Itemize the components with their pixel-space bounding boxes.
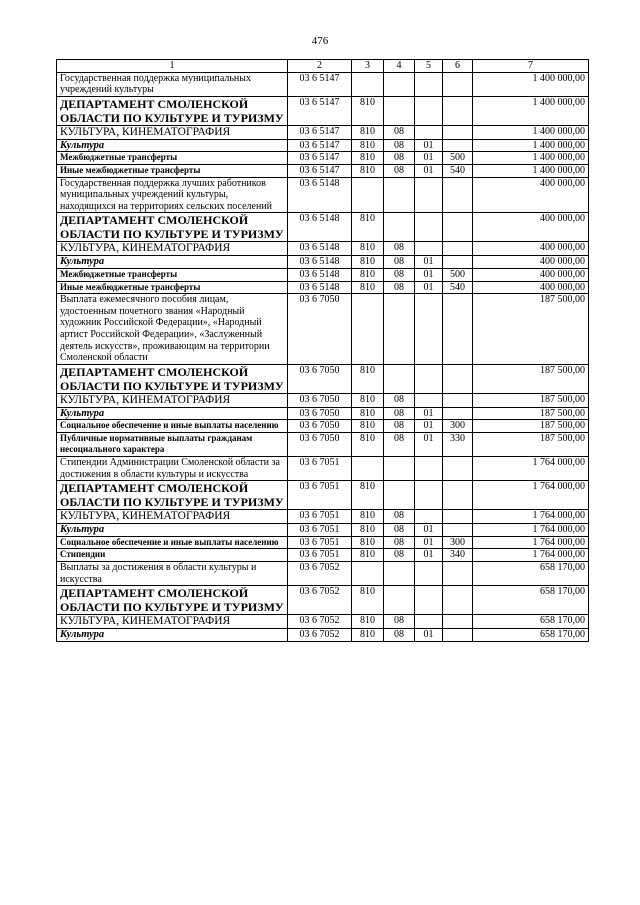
row-expense-type-cell: 300	[443, 420, 473, 433]
row-expense-type-cell: 300	[443, 536, 473, 549]
row-ved-cell: 810	[352, 96, 384, 125]
row-expense-type-cell	[443, 629, 473, 642]
row-subsection-cell	[415, 481, 443, 510]
row-amount-cell: 400 000,00	[473, 268, 589, 281]
row-ved-cell: 810	[352, 139, 384, 152]
row-expense-type-cell	[443, 242, 473, 256]
row-amount-cell: 1 764 000,00	[473, 549, 589, 562]
row-amount-cell: 400 000,00	[473, 281, 589, 294]
row-expense-type-cell	[443, 524, 473, 537]
row-name-cell: Межбюджетные трансферты	[57, 268, 288, 281]
row-amount-cell: 400 000,00	[473, 213, 589, 242]
row-amount-cell: 187 500,00	[473, 432, 589, 456]
row-ved-cell: 810	[352, 364, 384, 393]
row-expense-type-cell	[443, 586, 473, 615]
row-name-cell: Иные межбюджетные трансферты	[57, 281, 288, 294]
row-ved-cell: 810	[352, 629, 384, 642]
row-amount-cell: 187 500,00	[473, 393, 589, 407]
row-name-cell: Иные межбюджетные трансферты	[57, 164, 288, 177]
row-section-cell: 08	[384, 549, 415, 562]
table-row	[57, 281, 589, 294]
table-row	[57, 242, 589, 256]
row-name-cell: ДЕПАРТАМЕНТ СМОЛЕНСКОЙ ОБЛАСТИ ПО КУЛЬТУРЕ И ТУРИЗМУ	[57, 481, 288, 510]
row-name-cell: КУЛЬТУРА, КИНЕМАТОГРАФИЯ	[57, 615, 288, 629]
row-section-cell: 08	[384, 629, 415, 642]
row-code-cell: 03 6 7052	[288, 562, 352, 586]
table-row	[57, 549, 589, 562]
budget-table	[56, 59, 589, 642]
row-subsection-cell	[415, 177, 443, 213]
row-name-cell: Выплаты за достижения в области культуры и искусства	[57, 562, 288, 586]
row-name-cell: Культура	[57, 139, 288, 152]
row-subsection-cell	[415, 393, 443, 407]
row-code-cell: 03 6 5148	[288, 281, 352, 294]
table-row	[57, 213, 589, 242]
row-amount-cell: 1 764 000,00	[473, 457, 589, 481]
row-section-cell: 08	[384, 420, 415, 433]
row-code-cell: 03 6 7051	[288, 536, 352, 549]
header-cell: 6	[443, 60, 473, 73]
row-amount-cell: 1 400 000,00	[473, 139, 589, 152]
row-subsection-cell: 01	[415, 432, 443, 456]
row-expense-type-cell	[443, 393, 473, 407]
row-name-cell: ДЕПАРТАМЕНТ СМОЛЕНСКОЙ ОБЛАСТИ ПО КУЛЬТУРЕ И ТУРИЗМУ	[57, 364, 288, 393]
row-subsection-cell	[415, 96, 443, 125]
row-subsection-cell	[415, 510, 443, 524]
row-name-cell: ДЕПАРТАМЕНТ СМОЛЕНСКОЙ ОБЛАСТИ ПО КУЛЬТУРЕ И ТУРИЗМУ	[57, 213, 288, 242]
table-row	[57, 562, 589, 586]
table-row	[57, 72, 589, 96]
row-name-cell: Культура	[57, 256, 288, 269]
row-name-cell: КУЛЬТУРА, КИНЕМАТОГРАФИЯ	[57, 242, 288, 256]
table-header-row	[57, 60, 589, 73]
row-section-cell: 08	[384, 281, 415, 294]
row-section-cell: 08	[384, 432, 415, 456]
row-ved-cell	[352, 177, 384, 213]
row-name-cell: Выплата ежемесячного пособия лицам, удостоенным почетного звания «Народный художник Российской Федерации», «Народный артист Российской Федерации», «Заслуженный деятель искусств», проживающим на территории Смоленской области	[57, 294, 288, 365]
row-subsection-cell	[415, 72, 443, 96]
row-subsection-cell: 01	[415, 268, 443, 281]
row-section-cell: 08	[384, 256, 415, 269]
table-row	[57, 432, 589, 456]
row-subsection-cell: 01	[415, 420, 443, 433]
table-row	[57, 629, 589, 642]
row-subsection-cell	[415, 586, 443, 615]
row-ved-cell	[352, 562, 384, 586]
row-subsection-cell	[415, 213, 443, 242]
row-expense-type-cell	[443, 96, 473, 125]
row-expense-type-cell	[443, 139, 473, 152]
table-row	[57, 586, 589, 615]
row-ved-cell: 810	[352, 524, 384, 537]
row-expense-type-cell	[443, 213, 473, 242]
row-code-cell: 03 6 5147	[288, 152, 352, 165]
row-subsection-cell: 01	[415, 152, 443, 165]
row-name-cell: КУЛЬТУРА, КИНЕМАТОГРАФИЯ	[57, 510, 288, 524]
table-row	[57, 96, 589, 125]
row-amount-cell: 187 500,00	[473, 364, 589, 393]
row-code-cell: 03 6 5147	[288, 139, 352, 152]
row-section-cell: 08	[384, 524, 415, 537]
row-subsection-cell	[415, 125, 443, 139]
row-amount-cell: 400 000,00	[473, 242, 589, 256]
row-expense-type-cell: 340	[443, 549, 473, 562]
table-row	[57, 510, 589, 524]
row-amount-cell: 1 764 000,00	[473, 510, 589, 524]
row-name-cell: Культура	[57, 629, 288, 642]
row-name-cell: ДЕПАРТАМЕНТ СМОЛЕНСКОЙ ОБЛАСТИ ПО КУЛЬТУРЕ И ТУРИЗМУ	[57, 586, 288, 615]
row-section-cell	[384, 562, 415, 586]
row-amount-cell: 1 400 000,00	[473, 152, 589, 165]
row-ved-cell: 810	[352, 586, 384, 615]
header-cell: 5	[415, 60, 443, 73]
row-code-cell: 03 6 7050	[288, 420, 352, 433]
row-section-cell: 08	[384, 407, 415, 420]
row-section-cell: 08	[384, 510, 415, 524]
row-subsection-cell	[415, 242, 443, 256]
row-ved-cell: 810	[352, 281, 384, 294]
row-subsection-cell	[415, 364, 443, 393]
row-code-cell: 03 6 7050	[288, 364, 352, 393]
row-subsection-cell: 01	[415, 524, 443, 537]
row-code-cell: 03 6 7051	[288, 524, 352, 537]
row-expense-type-cell: 540	[443, 281, 473, 294]
row-ved-cell: 810	[352, 256, 384, 269]
row-amount-cell: 658 170,00	[473, 629, 589, 642]
row-section-cell: 08	[384, 152, 415, 165]
table-row	[57, 536, 589, 549]
header-cell: 2	[288, 60, 352, 73]
row-section-cell	[384, 96, 415, 125]
table-row	[57, 615, 589, 629]
table-row	[57, 407, 589, 420]
row-expense-type-cell: 540	[443, 164, 473, 177]
row-ved-cell	[352, 72, 384, 96]
row-name-cell: ДЕПАРТАМЕНТ СМОЛЕНСКОЙ ОБЛАСТИ ПО КУЛЬТУРЕ И ТУРИЗМУ	[57, 96, 288, 125]
row-name-cell: Государственная поддержка муниципальных учреждений культуры	[57, 72, 288, 96]
row-code-cell: 03 6 5148	[288, 177, 352, 213]
row-section-cell	[384, 294, 415, 365]
row-ved-cell: 810	[352, 510, 384, 524]
row-name-cell: Стипендии Администрации Смоленской области за достижения в области культуры и искусства	[57, 457, 288, 481]
row-subsection-cell	[415, 457, 443, 481]
row-name-cell: КУЛЬТУРА, КИНЕМАТОГРАФИЯ	[57, 393, 288, 407]
row-ved-cell: 810	[352, 536, 384, 549]
row-ved-cell: 810	[352, 152, 384, 165]
table-row	[57, 139, 589, 152]
header-cell: 1	[57, 60, 288, 73]
row-code-cell: 03 6 5147	[288, 125, 352, 139]
row-expense-type-cell: 500	[443, 268, 473, 281]
row-code-cell: 03 6 7050	[288, 393, 352, 407]
row-subsection-cell: 01	[415, 407, 443, 420]
row-subsection-cell: 01	[415, 164, 443, 177]
row-section-cell: 08	[384, 536, 415, 549]
row-expense-type-cell	[443, 407, 473, 420]
row-amount-cell: 658 170,00	[473, 615, 589, 629]
row-name-cell: Государственная поддержка лучших работников муниципальных учреждений культуры, находящихся на территориях сельских поселений	[57, 177, 288, 213]
row-amount-cell: 1 764 000,00	[473, 536, 589, 549]
row-amount-cell: 400 000,00	[473, 177, 589, 213]
row-ved-cell	[352, 457, 384, 481]
row-section-cell	[384, 586, 415, 615]
table-row	[57, 420, 589, 433]
row-subsection-cell: 01	[415, 629, 443, 642]
row-subsection-cell: 01	[415, 139, 443, 152]
row-expense-type-cell	[443, 72, 473, 96]
row-subsection-cell	[415, 615, 443, 629]
row-section-cell: 08	[384, 615, 415, 629]
header-cell: 7	[473, 60, 589, 73]
row-amount-cell: 1 764 000,00	[473, 524, 589, 537]
row-name-cell: Культура	[57, 407, 288, 420]
row-expense-type-cell	[443, 457, 473, 481]
row-section-cell: 08	[384, 164, 415, 177]
row-ved-cell: 810	[352, 481, 384, 510]
row-ved-cell: 810	[352, 615, 384, 629]
row-ved-cell: 810	[352, 432, 384, 456]
row-section-cell	[384, 481, 415, 510]
table-row	[57, 457, 589, 481]
row-amount-cell: 1 764 000,00	[473, 481, 589, 510]
row-code-cell: 03 6 7051	[288, 457, 352, 481]
row-expense-type-cell	[443, 256, 473, 269]
row-section-cell	[384, 177, 415, 213]
row-ved-cell: 810	[352, 125, 384, 139]
row-amount-cell: 658 170,00	[473, 586, 589, 615]
table-row	[57, 164, 589, 177]
row-expense-type-cell	[443, 177, 473, 213]
row-ved-cell: 810	[352, 549, 384, 562]
table-row	[57, 364, 589, 393]
row-amount-cell: 1 400 000,00	[473, 96, 589, 125]
page-number: 476	[311, 35, 329, 47]
row-code-cell: 03 6 5147	[288, 164, 352, 177]
row-subsection-cell: 01	[415, 536, 443, 549]
header-cell: 4	[384, 60, 415, 73]
row-code-cell: 03 6 5147	[288, 72, 352, 96]
row-code-cell: 03 6 7050	[288, 432, 352, 456]
row-code-cell: 03 6 7051	[288, 510, 352, 524]
row-expense-type-cell	[443, 510, 473, 524]
row-amount-cell: 187 500,00	[473, 407, 589, 420]
row-code-cell: 03 6 7051	[288, 549, 352, 562]
header-cell: 3	[352, 60, 384, 73]
row-expense-type-cell	[443, 481, 473, 510]
table-row	[57, 177, 589, 213]
row-name-cell: Межбюджетные трансферты	[57, 152, 288, 165]
row-subsection-cell: 01	[415, 256, 443, 269]
row-section-cell	[384, 213, 415, 242]
row-code-cell: 03 6 5148	[288, 213, 352, 242]
row-name-cell: Культура	[57, 524, 288, 537]
row-section-cell	[384, 72, 415, 96]
row-code-cell: 03 6 5148	[288, 268, 352, 281]
table-row	[57, 256, 589, 269]
row-subsection-cell: 01	[415, 549, 443, 562]
row-code-cell: 03 6 5147	[288, 96, 352, 125]
row-name-cell: Публичные нормативные выплаты гражданам несоциального характера	[57, 432, 288, 456]
row-subsection-cell	[415, 562, 443, 586]
row-name-cell: Стипендии	[57, 549, 288, 562]
row-name-cell: Социальное обеспечение и иные выплаты населению	[57, 536, 288, 549]
row-section-cell: 08	[384, 125, 415, 139]
row-section-cell	[384, 364, 415, 393]
row-ved-cell	[352, 294, 384, 365]
table-row	[57, 524, 589, 537]
table-row	[57, 125, 589, 139]
row-code-cell: 03 6 7050	[288, 407, 352, 420]
table-row	[57, 268, 589, 281]
row-amount-cell: 1 400 000,00	[473, 125, 589, 139]
row-amount-cell: 1 400 000,00	[473, 72, 589, 96]
row-expense-type-cell: 500	[443, 152, 473, 165]
row-ved-cell: 810	[352, 242, 384, 256]
row-ved-cell: 810	[352, 393, 384, 407]
row-ved-cell: 810	[352, 407, 384, 420]
row-section-cell: 08	[384, 139, 415, 152]
table-row	[57, 393, 589, 407]
row-subsection-cell: 01	[415, 281, 443, 294]
row-name-cell: КУЛЬТУРА, КИНЕМАТОГРАФИЯ	[57, 125, 288, 139]
row-amount-cell: 658 170,00	[473, 562, 589, 586]
row-code-cell: 03 6 7052	[288, 586, 352, 615]
row-ved-cell: 810	[352, 268, 384, 281]
row-code-cell: 03 6 7052	[288, 629, 352, 642]
row-section-cell	[384, 457, 415, 481]
row-name-cell: Социальное обеспечение и иные выплаты населению	[57, 420, 288, 433]
table-row	[57, 294, 589, 365]
row-amount-cell: 400 000,00	[473, 256, 589, 269]
table-row	[57, 481, 589, 510]
row-section-cell: 08	[384, 242, 415, 256]
row-ved-cell: 810	[352, 420, 384, 433]
row-expense-type-cell: 330	[443, 432, 473, 456]
row-expense-type-cell	[443, 294, 473, 365]
row-ved-cell: 810	[352, 213, 384, 242]
row-amount-cell: 187 500,00	[473, 420, 589, 433]
row-expense-type-cell	[443, 562, 473, 586]
row-ved-cell: 810	[352, 164, 384, 177]
row-code-cell: 03 6 7050	[288, 294, 352, 365]
row-expense-type-cell	[443, 125, 473, 139]
row-section-cell: 08	[384, 268, 415, 281]
row-code-cell: 03 6 5148	[288, 256, 352, 269]
row-subsection-cell	[415, 294, 443, 365]
row-expense-type-cell	[443, 615, 473, 629]
row-code-cell: 03 6 7052	[288, 615, 352, 629]
row-amount-cell: 187 500,00	[473, 294, 589, 365]
table-row	[57, 152, 589, 165]
row-amount-cell: 1 400 000,00	[473, 164, 589, 177]
row-code-cell: 03 6 5148	[288, 242, 352, 256]
row-expense-type-cell	[443, 364, 473, 393]
row-section-cell: 08	[384, 393, 415, 407]
row-code-cell: 03 6 7051	[288, 481, 352, 510]
